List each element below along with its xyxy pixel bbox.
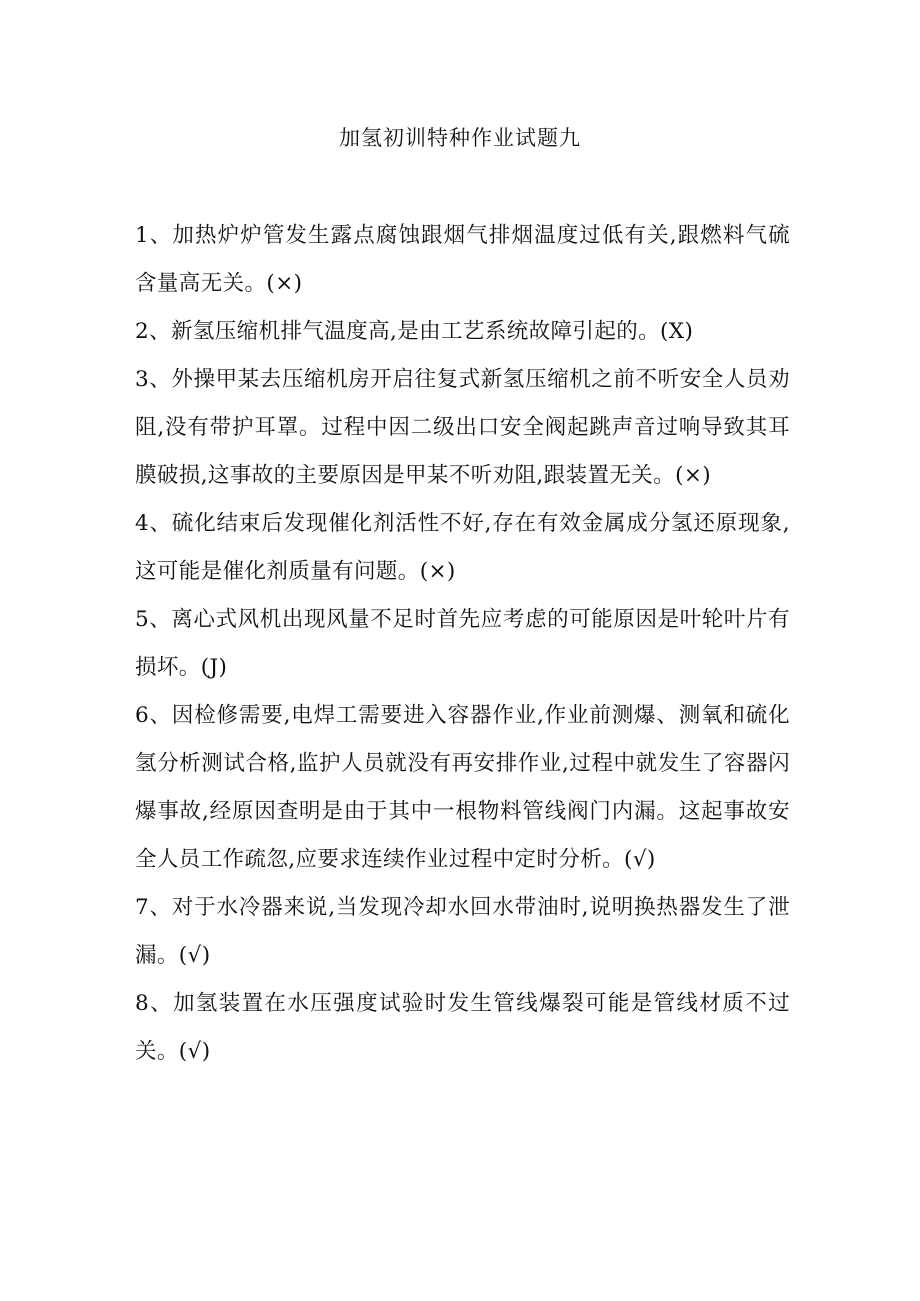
question-item: 7、对于水冷器来说,当发现冷却水回水带油时,说明换热器发生了泄漏。(√): [135, 895, 790, 968]
question-item: 6、因检修需要,电焊工需要进入容器作业,作业前测爆、测氧和硫化氢分析测试合格,监护人员就没有再安排作业,过程中就发生了容器闪爆事故,经原因查明是由于其中一根物料管线阀门内漏。这起事故安全人员工作疏忽,应要求连续作业过程中定时分析。(√): [135, 703, 790, 872]
question-item: 4、硫化结束后发现催化剂活性不好,存在有效金属成分氢还原现象,这可能是催化剂质量有问题。(×): [135, 511, 790, 584]
question-item: 3、外操甲某去压缩机房开启往复式新氢压缩机之前不听安全人员劝阻,没有带护耳罩。过程中因二级出口安全阀起跳声音过响导致其耳膜破损,这事故的主要原因是甲某不听劝阻,跟装置无关。(×): [135, 367, 790, 488]
question-item: 5、离心式风机出现风量不足时首先应考虑的可能原因是叶轮叶片有损坏。(J): [135, 607, 790, 680]
question-item: 1、加热炉炉管发生露点腐蚀跟烟气排烟温度过低有关,跟燃料气硫含量高无关。(×): [135, 223, 790, 296]
question-item: 8、加氢装置在水压强度试验时发生管线爆裂可能是管线材质不过关。(√): [135, 991, 790, 1064]
document-title: 加氢初训特种作业试题九: [339, 126, 581, 150]
question-item: 2、新氢压缩机排气温度高,是由工艺系统故障引起的。(X): [135, 319, 694, 344]
question-list: [135, 212, 790, 1076]
